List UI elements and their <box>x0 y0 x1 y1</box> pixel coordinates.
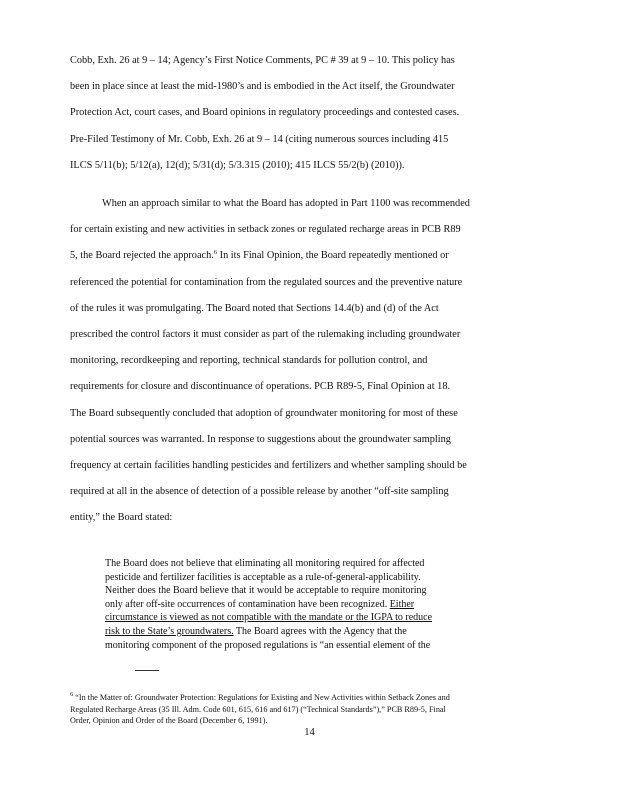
text-line: frequency at certain facilities handling pesticides and fertilizers and whether sampling should be <box>70 459 467 471</box>
paragraph-1 <box>70 48 562 179</box>
text-line: prescribed the control factors it must consider as part of the rulemaking including groundwater <box>70 328 461 340</box>
footnote-line: Order, Opinion and Order of the Board (December 6, 1991). <box>70 716 268 726</box>
text-segment: 5, the Board rejected the approach. <box>70 250 214 262</box>
text-line: potential sources was warranted. In response to suggestions about the groundwater sampling <box>70 433 451 445</box>
text-segment: In its Final Opinion, the Board repeatedly mentioned or <box>217 250 449 262</box>
text-line: monitoring, recordkeeping and reporting, technical standards for pollution control, and <box>70 355 428 367</box>
text-line: When an approach similar to what the Board has adopted in Part 1100 was recommended <box>102 198 470 209</box>
underlined-text: risk to the State’s groundwaters. <box>105 625 234 637</box>
underlined-text: Either <box>389 598 415 610</box>
page-number: 14 <box>304 727 315 738</box>
quote-line: monitoring component of the proposed regulations is “an essential element of the <box>105 639 431 651</box>
quote-line <box>105 625 525 639</box>
quote-line <box>105 598 525 612</box>
text-line: ILCS 5/11(b); 5/12(a), 12(d); 5/31(d); 5/3.315 (2010); 415 ILCS 55/2(b) (2010)). <box>70 159 405 171</box>
text-line: been in place since at least the mid-1980’s and is embodied in the Act itself, the Groundwater <box>70 81 455 93</box>
footnote <box>70 692 560 727</box>
text-line: Cobb, Exh. 26 at 9 – 14; Agency’s First Notice Comments, PC # 39 at 9 – 10. This policy has <box>70 55 455 66</box>
underlined-text: circumstance is viewed as not compatible with the mandate or the IGPA to reduce <box>105 612 433 624</box>
text-line: Protection Act, court cases, and Board opinions in regulatory proceedings and contested cases. <box>70 107 460 119</box>
text-segment: “In the Matter of: Groundwater Protection: Regulations for Existing and New Activities within Setback Zones and <box>73 693 450 702</box>
text-line: for certain existing and new activities in setback zones or regulated recharge areas in PCB R89 <box>70 224 461 236</box>
text-segment: only after off-site occurrences of contamination have been recognized. <box>105 598 390 610</box>
footnote-marker: 6 <box>70 691 74 698</box>
text-line: of the rules it was promulgating. The Board noted that Sections 14.4(b) and (d) of the Act <box>70 302 439 314</box>
text-segment: The Board agrees with the Agency that the <box>233 625 407 637</box>
footnote-reference[interactable]: 6 <box>213 249 218 257</box>
quote-line: Neither does the Board believe that it would be acceptable to require monitoring <box>105 585 427 597</box>
footnote-line: Regulated Recharge Areas (35 Ill. Adm. Code 601, 615, 616 and 617) (“Technical Standards”),” PCB R89-5, Final <box>70 704 446 714</box>
footnote-divider <box>135 670 159 671</box>
text-line: required at all in the absence of detection of a possible release by another “off-site sampling <box>70 486 449 498</box>
quote-line <box>105 611 525 625</box>
text-line: The Board subsequently concluded that adoption of groundwater monitoring for most of these <box>70 407 458 419</box>
text-line: Pre-Filed Testimony of Mr. Cobb, Exh. 26 at 9 – 14 (citing numerous sources including 415 <box>70 133 449 145</box>
block-quote <box>105 557 525 652</box>
text-line <box>70 243 562 269</box>
text-line: entity,” the Board stated: <box>70 512 173 524</box>
paragraph-2 <box>70 191 562 531</box>
quote-line: pesticide and fertilizer facilities is acceptable as a rule-of-general-applicability. <box>105 571 421 583</box>
footnote-line <box>70 692 560 704</box>
text-line: requirements for closure and discontinuance of operations. PCB R89-5, Final Opinion at 18. <box>70 381 451 393</box>
quote-line: The Board does not believe that eliminating all monitoring required for affected <box>105 558 425 569</box>
text-line: referenced the potential for contamination from the regulated sources and the preventive nature <box>70 276 463 288</box>
